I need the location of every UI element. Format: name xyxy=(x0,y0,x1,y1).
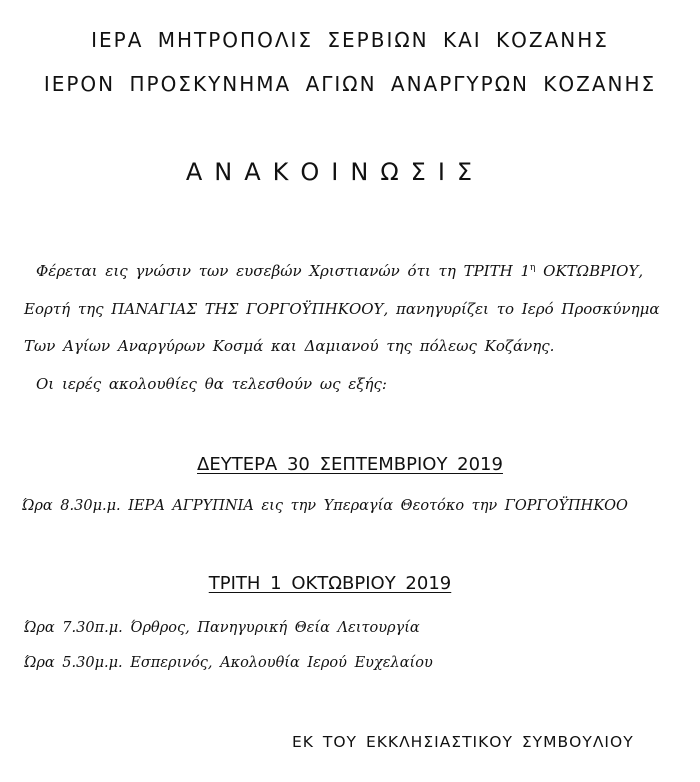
intro-line-3: Των Αγίων Αναργύρων Κοσμά και Δαμιανού της πόλεως Κοζάνης. xyxy=(24,337,555,355)
schedule-day-heading-text: ΔΕΥΤΕΡΑ 30 ΣΕΠΤΕΜΒΡΙΟΥ 2019 xyxy=(197,454,503,475)
intro-line-1-end: ΟΚΤΩΒΡΙΟΥ, xyxy=(535,262,644,280)
intro-ordinal-suffix: η xyxy=(530,263,536,273)
intro-line-4: Οι ιερές ακολουθίες θα τελεσθούν ως εξής: xyxy=(36,375,387,393)
schedule-item: Ώρα 7.30π.μ. Όρθρος, Πανηγυρική Θεία Λειτουργία xyxy=(24,620,420,636)
schedule-day-heading xyxy=(0,573,680,594)
schedule-item: Ώρα 5.30μ.μ. Εσπερινός, Ακολουθία Ιερού Ευχελαίου xyxy=(24,655,433,671)
signature: ΕΚ ΤΟΥ ΕΚΚΛΗΣΙΑΣΤΙΚΟΥ ΣΥΜΒΟΥΛΙΟΥ xyxy=(292,733,634,751)
schedule-day-heading xyxy=(0,454,700,475)
header-shrine: ΙΕΡΟΝ ΠΡΟΣΚΥΝΗΜΑ ΑΓΙΩΝ ΑΝΑΡΓΥΡΩΝ ΚΟΖΑΝΗΣ xyxy=(43,72,657,96)
schedule-day-heading-text: ΤΡΙΤΗ 1 ΟΚΤΩΒΡΙΟΥ 2019 xyxy=(208,573,452,594)
schedule-item: Ώρα 8.30μ.μ. ΙΕΡΑ ΑΓΡΥΠΝΙΑ εις την Υπεραγία Θεοτόκο την ΓΟΡΓΟΫΠΗΚΟΟ xyxy=(22,498,628,514)
intro-line-1 xyxy=(36,262,643,280)
header-metropolis: ΙΕΡΑ ΜΗΤΡΟΠΟΛΙΣ ΣΕΡΒΙΩΝ ΚΑΙ ΚΟΖΑΝΗΣ xyxy=(91,28,609,52)
intro-line-1-text: Φέρεται εις γνώσιν των ευσεβών Χριστιανών ότι τη ΤΡΙΤΗ 1 xyxy=(36,262,530,280)
intro-line-2: Εορτή της ΠΑΝΑΓΙΑΣ ΤΗΣ ΓΟΡΓΟΫΠΗΚΟΟΥ, πανηγυρίζει το Ιερό Προσκύνημα xyxy=(24,300,660,318)
page-title: ΑΝΑΚΟΙΝΩΣΙΣ xyxy=(185,158,485,186)
